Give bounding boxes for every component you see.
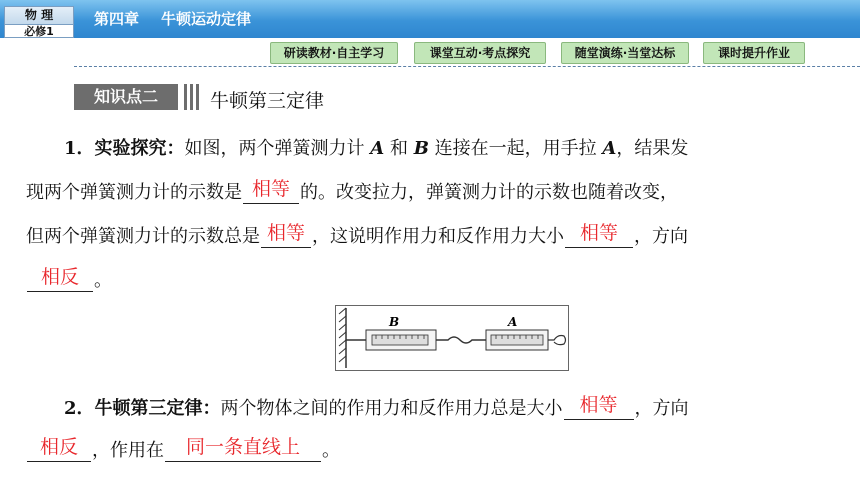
para1-line4: 相反 。 <box>26 266 112 292</box>
answer-blank: 相反 <box>27 269 93 292</box>
tab-homework[interactable]: 课时提升作业 <box>703 42 805 64</box>
para1-line2: 现两个弹簧测力计的示数是 相等 的。改变拉力，弹簧测力计的示数也随着改变， <box>26 178 678 203</box>
para2-line1: 2．牛顿第三定律：两个物体之间的作用力和反作用力总是大小 相等 ，方向 <box>64 394 689 419</box>
para2-heading: 牛顿第三定律： <box>94 398 221 419</box>
section-bars-icon <box>182 84 206 110</box>
scale-a-label: A <box>508 315 518 329</box>
answer-blank: 同一条直线上 <box>165 439 321 462</box>
tab-practice[interactable]: 随堂演练·当堂达标 <box>561 42 689 64</box>
knowledge-point-label: 知识点二 <box>74 84 178 110</box>
answer-blank: 相反 <box>27 439 91 462</box>
subject-name: 物 理 <box>5 7 73 25</box>
scale-b-label: B <box>389 315 400 329</box>
spring-scale-figure <box>335 305 569 371</box>
chapter-number: 第四章 <box>94 10 140 28</box>
para1-line3: 但两个弹簧测力计的示数总是 相等 ，这说明作用力和反作用力大小 相等 ，方向 <box>26 222 688 247</box>
section-title: 牛顿第三定律 <box>210 90 325 112</box>
tab-classroom-interaction[interactable]: 课堂互动·考点探究 <box>414 42 546 64</box>
answer-blank: 相等 <box>565 225 633 248</box>
para1-heading: 实验探究： <box>94 138 185 159</box>
para2-line2: 相反 ，作用在 同一条直线上 。 <box>26 436 340 462</box>
subject-badge <box>4 6 74 38</box>
tab-self-study[interactable]: 研读教材·自主学习 <box>270 42 398 64</box>
answer-blank: 相等 <box>243 181 299 204</box>
para1-line1: 1．实验探究：如图，两个弹簧测力计 A 和 B 连接在一起，用手拉 A，结果发 <box>64 138 689 159</box>
chapter-title <box>94 8 273 29</box>
chapter-name: 牛顿运动定律 <box>161 10 252 28</box>
header-divider <box>74 66 860 67</box>
spring-scales-illustration <box>336 306 568 370</box>
answer-blank: 相等 <box>261 225 311 248</box>
answer-blank: 相等 <box>564 397 634 420</box>
book-name: 必修1 <box>24 25 54 38</box>
